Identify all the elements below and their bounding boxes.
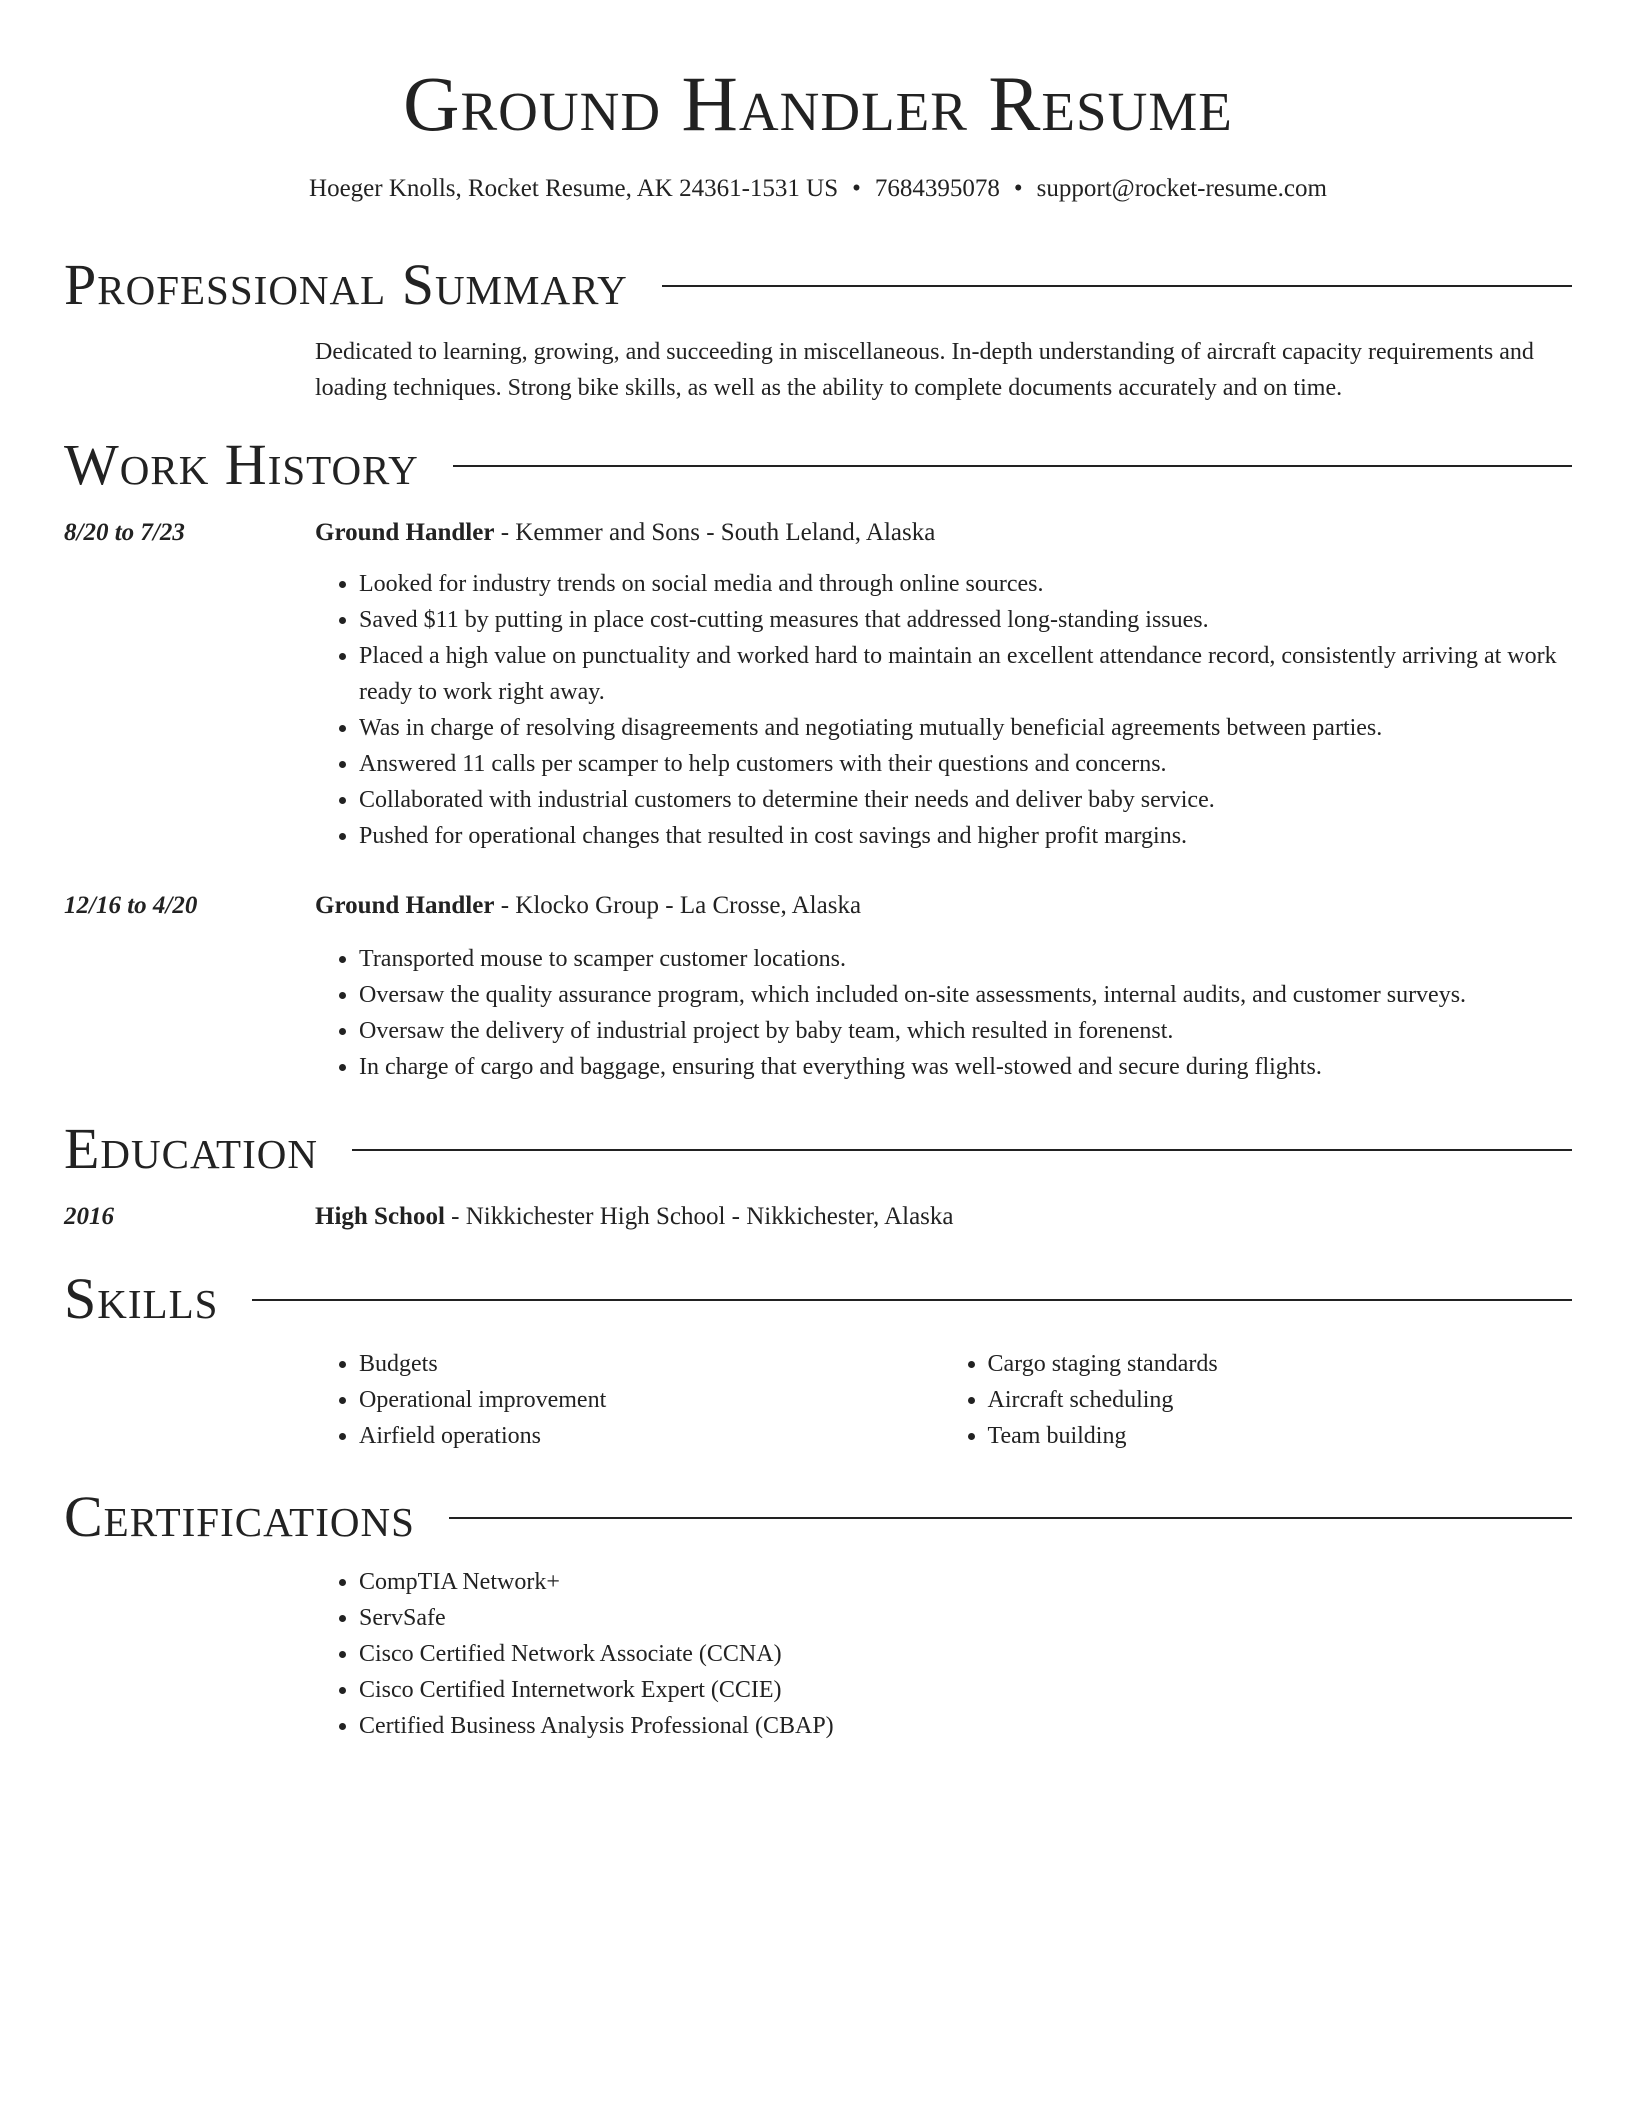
job-dates: 8/20 to 7/23: [64, 519, 185, 546]
job-heading: [315, 516, 1572, 550]
contact-separator: •: [1013, 175, 1023, 202]
contact-separator: •: [852, 175, 861, 202]
skill-item: • Team building: [988, 1418, 1573, 1454]
job-bullets: [315, 566, 1572, 854]
section-divider: [352, 1149, 1572, 1151]
work-section-header: [64, 430, 1572, 500]
education-degree: High School: [315, 1203, 445, 1230]
certifications-section-header: [64, 1482, 1572, 1552]
list-item: • In charge of cargo and baggage, ensuring that everything was well-stowed and secure during flights.: [359, 1049, 1572, 1085]
education-year: 2016: [64, 1203, 114, 1230]
certification-item: • ServSafe: [359, 1600, 1572, 1636]
list-item: • Oversaw the delivery of industrial project by baby team, which resulted in forenenst.: [359, 1013, 1572, 1049]
education-school: - Nikkichester High School - Nikkichester, Alaska: [444, 1203, 954, 1230]
work-section-title: Work History: [64, 432, 419, 497]
skills-column-right: [944, 1346, 1573, 1454]
job-heading: [315, 889, 1572, 923]
list-item: • Answered 11 calls per scamper to help customers with their questions and concerns.: [359, 746, 1572, 782]
list-item: • Saved $11 by putting in place cost-cutting measures that addressed long-standing issues.: [359, 602, 1572, 638]
certifications-list: [315, 1564, 1572, 1744]
list-item: • Placed a high value on punctuality and worked hard to maintain an excellent attendance record, consistently arriving at work ready to work right away.: [359, 638, 1572, 710]
certifications-bullets: [315, 1564, 1572, 1744]
list-item: • Pushed for operational changes that resulted in cost savings and higher profit margins.: [359, 818, 1572, 854]
job-entry: [315, 889, 1572, 1085]
education-section-title: Education: [64, 1116, 318, 1181]
list-item: • Looked for industry trends on social media and through online sources.: [359, 566, 1572, 602]
summary-section-header: [64, 250, 1572, 320]
contact-address: Hoeger Knolls, Rocket Resume, AK 24361-1531 US: [309, 175, 839, 202]
skill-item: • Cargo staging standards: [988, 1346, 1573, 1382]
skills-column-left: [315, 1346, 944, 1454]
section-divider: [662, 285, 1572, 287]
contact-phone: 7684395078: [874, 175, 1000, 202]
skills-list: [315, 1346, 1572, 1454]
contact-email: support@rocket-resume.com: [1036, 175, 1327, 202]
list-item: • Was in charge of resolving disagreements and negotiating mutually beneficial agreements between parties.: [359, 710, 1572, 746]
contact-line: [64, 172, 1572, 206]
section-divider: [453, 465, 1572, 467]
summary-text: Dedicated to learning, growing, and succeeding in miscellaneous. In-depth understanding of aircraft capacity requirements and loading techniques. Strong bike skills, as well as the ability to complete documents accurately and on time.: [315, 339, 1534, 401]
skills-section-title: Skills: [64, 1266, 219, 1331]
job-company: - Kemmer and Sons - South Leland, Alaska: [494, 519, 936, 546]
job-entry: [315, 516, 1572, 854]
list-item: • Oversaw the quality assurance program, which included on-site assessments, internal audits, and customer surveys.: [359, 977, 1572, 1013]
job-company: - Klocko Group - La Crosse, Alaska: [494, 892, 862, 919]
list-item: • Transported mouse to scamper customer locations.: [359, 941, 1572, 977]
list-item: • Collaborated with industrial customers to determine their needs and deliver baby service.: [359, 782, 1572, 818]
skills-section-header: [64, 1264, 1572, 1334]
skill-item: • Operational improvement: [359, 1382, 944, 1418]
job-bullets: [315, 941, 1572, 1085]
certification-item: • Certified Business Analysis Professional (CBAP): [359, 1708, 1572, 1744]
certification-item: • Cisco Certified Internetwork Expert (CCIE): [359, 1672, 1572, 1708]
job-dates: 12/16 to 4/20: [64, 892, 198, 919]
education-section-header: [64, 1114, 1572, 1184]
certifications-section-title: Certifications: [64, 1484, 415, 1549]
section-divider: [449, 1517, 1572, 1519]
section-divider: [252, 1299, 1572, 1301]
skill-item: • Aircraft scheduling: [988, 1382, 1573, 1418]
certification-item: • CompTIA Network+: [359, 1564, 1572, 1600]
skill-item: • Airfield operations: [359, 1418, 944, 1454]
education-entry: [315, 1200, 1572, 1234]
certification-item: • Cisco Certified Network Associate (CCNA): [359, 1636, 1572, 1672]
skill-item: • Budgets: [359, 1346, 944, 1382]
summary-section-title: Professional Summary: [64, 252, 628, 317]
job-position: Ground Handler: [315, 892, 495, 919]
resume-title: Ground Handler Resume: [403, 60, 1233, 147]
job-position: Ground Handler: [315, 519, 495, 546]
